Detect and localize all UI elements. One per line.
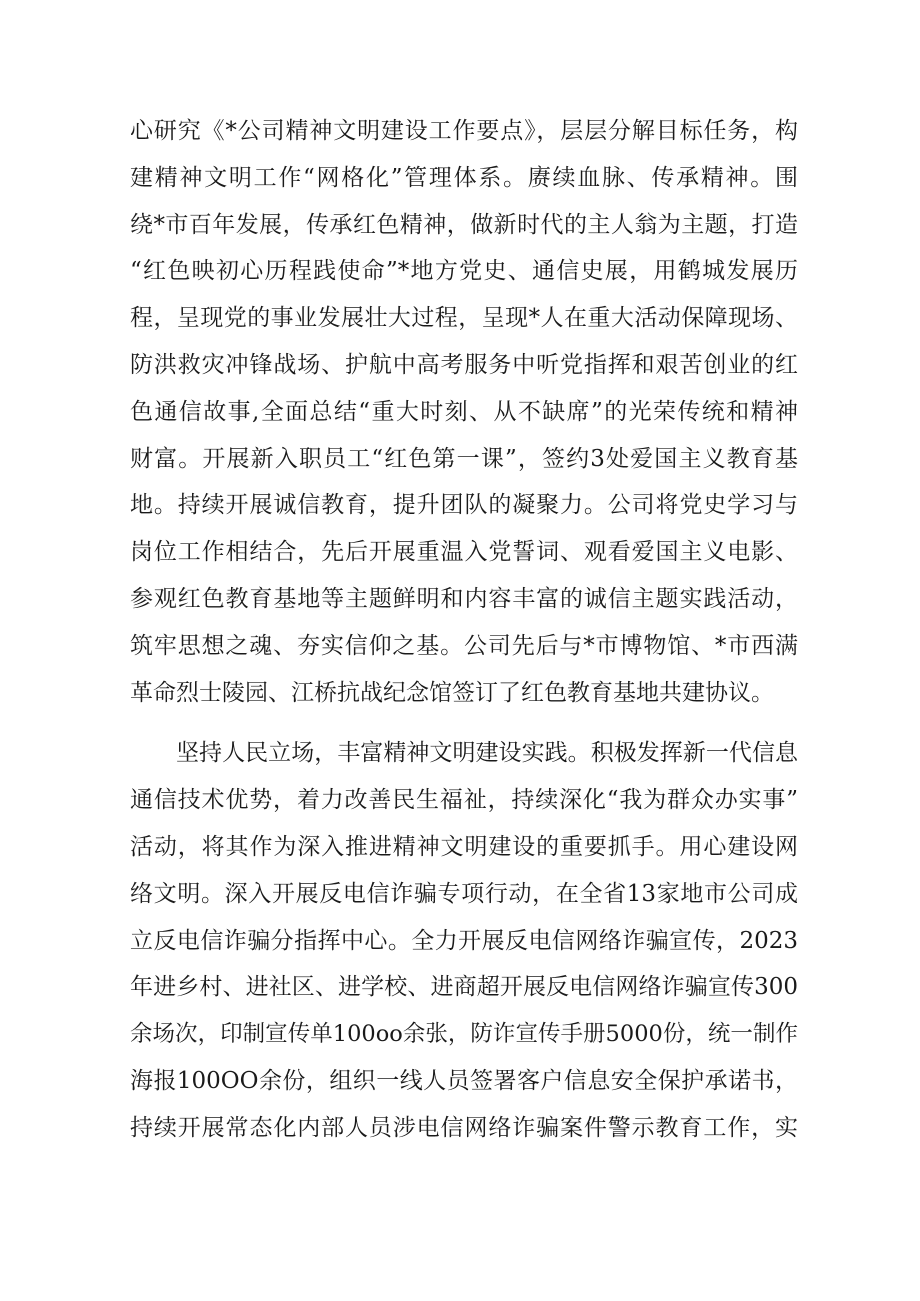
text-line: 坚持人民立场，丰富精神文明建设实践。积极发挥新一代信息 xyxy=(176,740,798,767)
text-line: 财富。开展新入职员工“红色第一课”，签约3处爱国主义教育基 xyxy=(130,445,798,472)
document-body xyxy=(130,108,798,1152)
text-line: 年进乡村、进社区、进学校、进商超开展反电信网络诈骗宣传300 xyxy=(130,974,798,1001)
text-line: 地。持续开展诚信教育，提升团队的凝聚力。公司将党史学习与 xyxy=(130,492,798,519)
paragraph-spiritual-civilization-heritage xyxy=(130,108,798,716)
text-line: 立反电信诈骗分指挥中心。全力开展反电信网络诈骗宣传，2023 xyxy=(130,927,798,954)
text-line: 绕*市百年发展，传承红色精神，做新时代的主人翁为主题，打造 xyxy=(130,211,798,238)
text-line: 络文明。深入开展反电信诈骗专项行动，在全省13家地市公司成 xyxy=(130,880,798,907)
text-line: 革命烈士陵园、江桥抗战纪念馆签订了红色教育基地共建协议。 xyxy=(130,679,774,706)
text-line: 持续开展常态化内部人员涉电信网络诈骗案件警示教育工作，实 xyxy=(130,1114,798,1141)
text-line: 参观红色教育基地等主题鲜明和内容丰富的诚信主题实践活动， xyxy=(130,585,798,612)
text-line: 岗位工作相结合，先后开展重温入党誓词、观看爱国主义电影、 xyxy=(130,539,798,566)
text-line: 心研究《*公司精神文明建设工作要点》，层层分解目标任务，构 xyxy=(130,118,798,144)
text-line: 海报100OO余份，组织一线人员签署客户信息安全保护承诺书， xyxy=(130,1067,798,1094)
text-line: 色通信故事,全面总结“重大时刻、从不缺席”的光荣传统和精神 xyxy=(130,398,798,425)
text-line: 防洪救灾冲锋战场、护航中高考服务中听党指挥和艰苦创业的红 xyxy=(130,351,798,378)
text-line: 通信技术优势，着力改善民生福祉，持续深化“我为群众办实事” xyxy=(130,787,798,814)
paragraph-people-centered-practice xyxy=(130,730,798,1151)
text-line: 建精神文明工作“网格化”管理体系。赓续血脉、传承精神。围 xyxy=(130,164,798,191)
paragraph-spacer xyxy=(130,716,798,730)
text-line: 余场次，印制宣传单100oo余张，防诈宣传手册5000份，统一制作 xyxy=(130,1021,798,1048)
text-line: 活动，将其作为深入推进精神文明建设的重要抓手。用心建设网 xyxy=(130,833,798,860)
text-line: 程，呈现党的事业发展壮大过程，呈现*人在重大活动保障现场、 xyxy=(130,305,798,332)
text-line: 筑牢思想之魂、夯实信仰之基。公司先后与*市博物馆、*市西满 xyxy=(130,632,799,659)
text-line: “红色映初心历程践使命”*地方党史、通信史展，用鹤城发展历 xyxy=(130,258,798,285)
